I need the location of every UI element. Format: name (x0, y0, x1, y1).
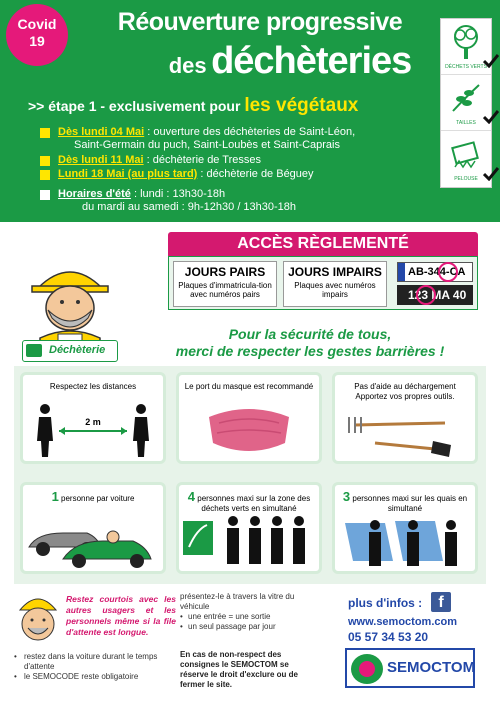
bullet-icon (40, 128, 50, 138)
card-text: Le port du masque est recommandé (184, 382, 314, 391)
schedule-text: : ouverture des déchèteries de Saint-Léon, (144, 126, 356, 138)
schedule-item (58, 188, 296, 214)
list-item: • un seul passage par jour (180, 622, 305, 632)
consignes-warning: En cas de non-respect des consignes le SEMOCTOM se réserve le droit d'exclure ou de fermer le site. (180, 650, 298, 689)
semocode-intro: présentez-le à travers la vitre du véhicule (180, 592, 295, 611)
schedule-text: : déchèterie de Tresses (143, 154, 261, 166)
securite-line1: Pour la sécurité de tous, (228, 326, 392, 342)
semocode-info (180, 592, 305, 632)
highlight-circle-icon (437, 259, 459, 285)
worker-face-icon (12, 592, 64, 648)
website-link[interactable]: www.semoctom.com (348, 616, 458, 628)
covid-badge (6, 4, 68, 66)
covid-label: Covid (17, 16, 57, 32)
semoctom-logo-icon (351, 654, 383, 684)
jours-impairs-text: Plaques avec numéros impairs (294, 281, 376, 299)
acces-panel (168, 256, 478, 310)
schedule-item (58, 168, 314, 181)
schedule-item (58, 154, 261, 167)
card-number: 1 (51, 489, 59, 504)
bullet-icon (40, 170, 50, 180)
schedule-text-cont: Saint-Germain du puch, Saint-Loubès et Saint-Caprais (74, 139, 340, 151)
plus-infos-label: plus d'infos : (348, 596, 423, 610)
securite-line2: merci de respecter les gestes barrières ! (175, 343, 445, 359)
semoctom-brand: SEMOCTOM (387, 659, 476, 676)
schedule-date: Dès lundi 11 Mai (58, 154, 144, 166)
schedule-date: Horaires d'été (58, 188, 131, 200)
covid-number: 19 (29, 33, 45, 49)
card-text: Pas d'aide au déchargement Apportez vos propres outils. (354, 382, 456, 401)
schedule-date: Dès lundi 04 Mai (58, 126, 145, 138)
tools-icon (335, 409, 475, 459)
dechets-verts-icon (441, 19, 491, 75)
schedule-text-cont: du mardi au samedi : 9h-12h30 / 13h30-18h (82, 201, 297, 213)
three-people-icon (335, 511, 475, 569)
icon-label: TAILLES (456, 120, 476, 126)
distance-measure: 2 m (85, 417, 101, 427)
icon-label: DÉCHETS VERTS (445, 64, 487, 70)
securite-message (140, 326, 480, 360)
card-zone (176, 482, 322, 574)
icon-label: PELOUSE (454, 176, 478, 182)
tailles-icon (441, 75, 491, 131)
bullet-icon (40, 156, 50, 166)
card-text: personnes maxi sur la zone des déchets verts en simultané (195, 494, 311, 513)
list-item: • le SEMOCODE reste obligatoire (14, 672, 174, 682)
phone-number[interactable]: 05 57 34 53 20 (348, 630, 429, 644)
card-text: Respectez les distances (49, 382, 137, 391)
page-title-line2 (150, 40, 430, 83)
card-text: personnes maxi sur les quais en simultané (350, 494, 468, 513)
four-people-icon (179, 511, 319, 569)
card-text: personne par voiture (58, 494, 135, 503)
decheterie-icon (26, 344, 42, 357)
jours-pairs-text: Plaques d'immatricula-tion avec numéros pairs (178, 281, 272, 299)
plate-number: AB-344-CA (408, 266, 466, 278)
card-masque (176, 372, 322, 464)
list-item: • restez dans la voiture durant le temps d'attente (14, 652, 174, 672)
decheterie-tag (22, 340, 118, 362)
bottom-info (0, 590, 500, 703)
schedule-date: Lundi 18 Mai (au plus tard) (58, 168, 198, 180)
jours-impairs-title: JOURS IMPAIRS (288, 265, 382, 279)
courtois-list (14, 652, 174, 682)
schedule-text: : lundi : 13h30-18h (130, 188, 226, 200)
distance-icon (23, 397, 163, 459)
title-decheteries: déchèteries (211, 40, 412, 82)
jours-impairs (283, 261, 387, 307)
car-icon (23, 507, 163, 569)
card-distances (20, 372, 166, 464)
card-number: 4 (187, 489, 196, 504)
plate-number: 123 MA 40 (408, 288, 467, 302)
card-aide (332, 372, 478, 464)
semoctom-logo (345, 648, 475, 688)
card-quais (332, 482, 478, 574)
step-prefix: >> étape 1 - exclusivement pour (28, 98, 241, 114)
title-des: des (168, 53, 207, 78)
header-banner (0, 0, 500, 222)
list-item: • une entrée = une sortie (180, 612, 305, 622)
mask-icon (179, 397, 319, 459)
card-voiture (20, 482, 166, 574)
facebook-icon[interactable]: f (431, 592, 451, 612)
decheterie-label: Déchèterie (49, 344, 106, 356)
step-highlight: les végétaux (244, 95, 359, 116)
jours-pairs (173, 261, 277, 307)
jours-pairs-title: JOURS PAIRS (184, 265, 266, 279)
courtois-message: Restez courtois avec les autres usagers et les personnels même si la file d'attente est longue. (66, 594, 176, 637)
bullet-icon (40, 190, 50, 200)
plate-example-pair (397, 262, 473, 282)
highlight-circle-icon (415, 283, 437, 307)
waste-type-icons (440, 18, 492, 188)
acces-title: ACCÈS RÈGLEMENTÉ (168, 232, 478, 256)
eu-flag-icon (398, 263, 405, 281)
card-number: 3 (342, 489, 351, 504)
pelouse-icon (441, 131, 491, 187)
schedule-text: : déchèterie de Béguey (197, 168, 314, 180)
page-title: Réouverture progressive (117, 8, 403, 36)
schedule-item (58, 126, 355, 152)
step-line (28, 95, 358, 117)
